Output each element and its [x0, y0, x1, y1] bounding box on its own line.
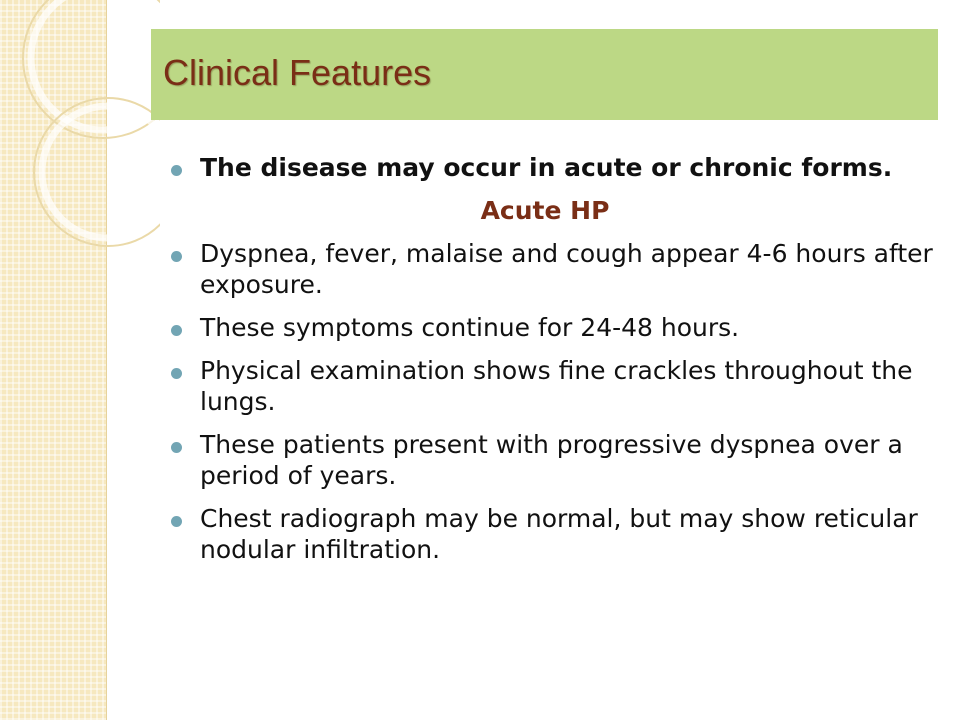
bullet-dot-icon — [171, 368, 182, 379]
decorative-circles-graphic — [0, 0, 160, 260]
bullet-dot-icon — [171, 165, 182, 176]
bullet-item-intro — [170, 152, 940, 183]
section-subheading: Acute HP — [480, 196, 610, 225]
bullet-item-5 — [170, 503, 940, 565]
bullet-item-1 — [170, 238, 940, 300]
bullet-text: Physical examination shows fine crackles throughout the lungs. — [200, 356, 913, 416]
bullet-dot-icon — [171, 325, 182, 336]
bullet-text: Dyspnea, fever, malaise and cough appear 4-6 hours after exposure. — [200, 239, 933, 299]
slide-content — [170, 152, 940, 577]
bullet-item-2 — [170, 312, 940, 343]
bullet-dot-icon — [171, 442, 182, 453]
slide-title: Clinical Features — [163, 52, 432, 93]
bullet-text: These symptoms continue for 24-48 hours. — [200, 313, 740, 342]
title-bar — [151, 29, 938, 120]
bullet-text: Chest radiograph may be normal, but may show reticular nodular infiltration. — [200, 504, 918, 564]
bullet-text: The disease may occur in acute or chronic forms. — [200, 153, 893, 182]
bullet-text: These patients present with progressive dyspnea over a period of years. — [200, 430, 903, 490]
bullet-dot-icon — [171, 516, 182, 527]
bullet-item-4 — [170, 429, 940, 491]
bullet-dot-icon — [171, 251, 182, 262]
bullet-item-3 — [170, 355, 940, 417]
